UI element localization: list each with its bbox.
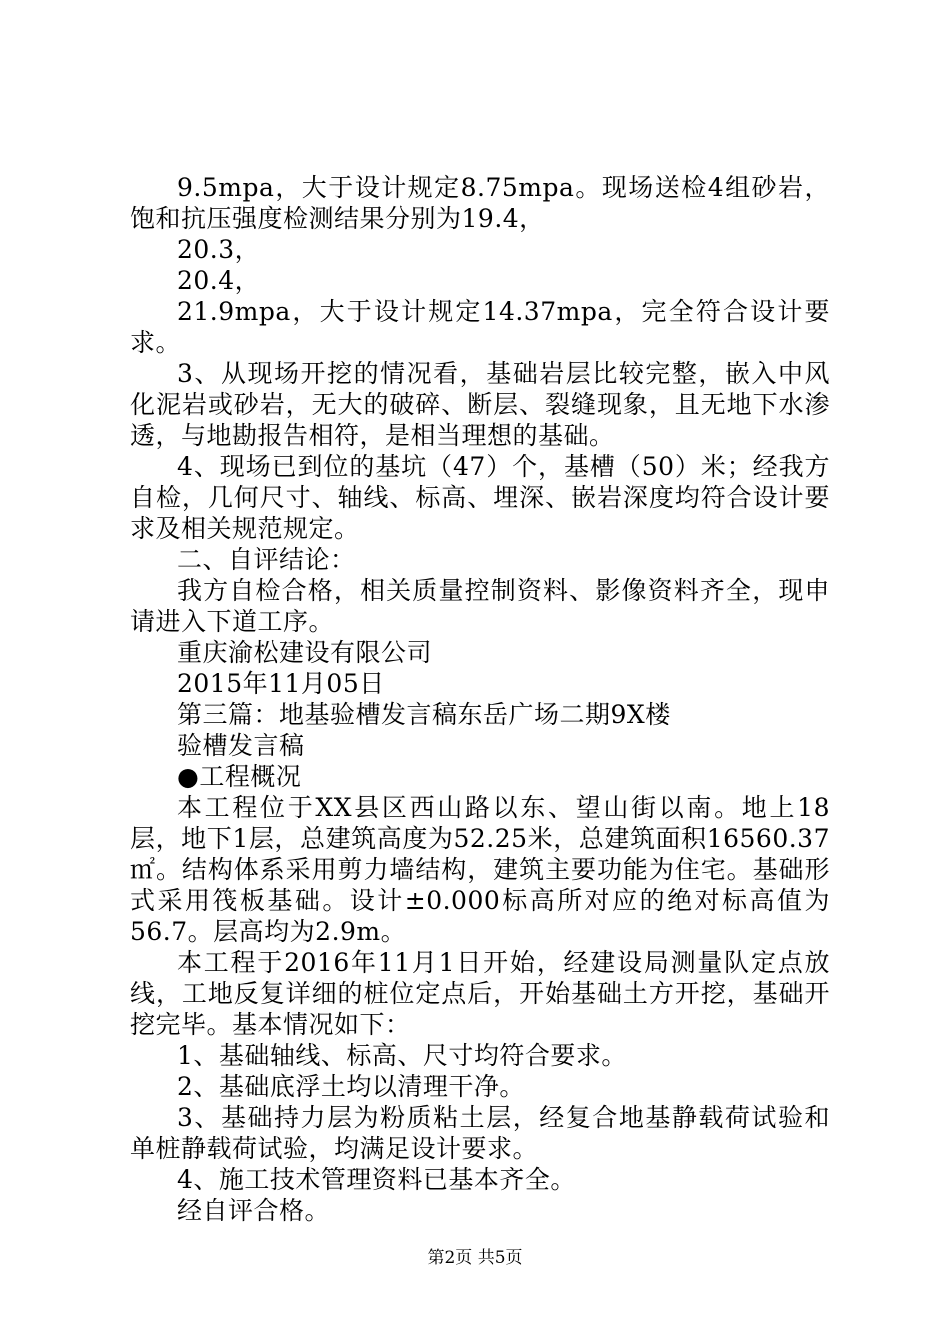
- page-footer: [0, 1243, 950, 1268]
- paragraph: 20.4，: [177, 266, 261, 295]
- paragraph: 21.9mpa，大于设计规定14.37mpa，完全符合设计要求。: [130, 297, 830, 357]
- paragraph: 20.3，: [177, 235, 261, 264]
- list-item: 4、施工技术管理资料已基本齐全。: [177, 1165, 576, 1194]
- section-heading: ●工程概况: [177, 762, 302, 791]
- chapter-title: 第三篇：地基验槽发言稿东岳广场二期9X楼: [177, 700, 671, 729]
- subtitle: 验槽发言稿: [177, 731, 305, 760]
- paragraph: 4、现场已到位的基坑（47）个，基槽（50）米；经我方自检，几何尺寸、轴线、标高、埋深、嵌岩深度均符合设计要求及相关规范规定。: [130, 452, 830, 543]
- paragraph: 本工程位于XX县区西山路以东、望山街以南。地上18层，地下1层，总建筑高度为52.25米，总建筑面积16560.37㎡。结构体系采用剪力墙结构，建筑主要功能为住宅。基础形式采用筏板基础。设计±0.000标高所对应的绝对标高值为56.7。层高均为2.9m。: [130, 793, 830, 946]
- document-body: [130, 172, 830, 1226]
- paragraph: 经自评合格。: [177, 1196, 331, 1225]
- paragraph: 本工程于2016年11月1日开始，经建设局测量队定点放线，工地反复详细的桩位定点后，开始基础土方开挖，基础开挖完毕。基本情况如下：: [130, 948, 830, 1039]
- page-indicator: 第2页 共5页: [427, 1248, 523, 1268]
- list-item: 3、基础持力层为粉质粘土层，经复合地基静载荷试验和单桩静载荷试验，均满足设计要求。: [130, 1103, 830, 1163]
- company-name: 重庆渝松建设有限公司: [177, 638, 433, 667]
- paragraph: 3、从现场开挖的情况看，基础岩层比较完整，嵌入中风化泥岩或砂岩，无大的破碎、断层、裂缝现象，且无地下水渗透，与地勘报告相符，是相当理想的基础。: [130, 359, 830, 450]
- list-item: 1、基础轴线、标高、尺寸均符合要求。: [177, 1041, 627, 1070]
- paragraph: 9.5mpa，大于设计规定8.75mpa。现场送检4组砂岩，饱和抗压强度检测结果分别为19.4，: [130, 173, 830, 233]
- paragraph: 我方自检合格，相关质量控制资料、影像资料齐全，现申请进入下道工序。: [130, 576, 830, 636]
- list-item: 2、基础底浮土均以清理干净。: [177, 1072, 525, 1101]
- section-heading: 二、自评结论：: [177, 545, 356, 574]
- date: 2015年11月05日: [177, 669, 385, 698]
